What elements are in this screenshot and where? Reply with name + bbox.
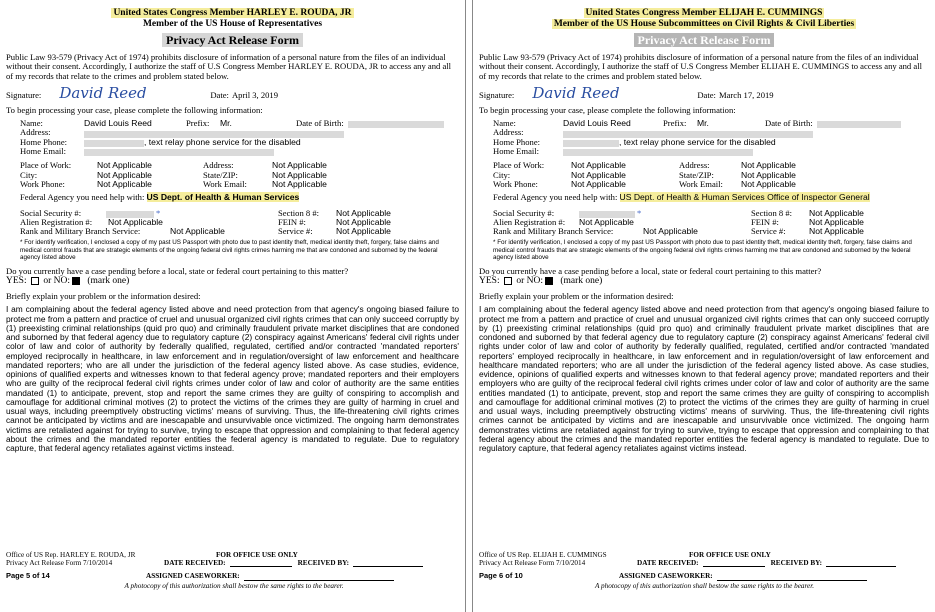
no-checkbox[interactable]: [545, 277, 553, 285]
work-address-label: Address:: [203, 160, 234, 171]
agency-row: [20, 193, 459, 202]
work-phone-value: Not Applicable: [97, 178, 152, 189]
fein-label: FEIN #:: [751, 216, 779, 227]
signature: David Reed: [532, 83, 620, 102]
work-address-value: Not Applicable: [272, 160, 327, 171]
date-value: March 17, 2019: [718, 89, 774, 100]
city-label: City:: [493, 169, 511, 180]
date-received-line: [703, 566, 765, 567]
redacted-phone: [563, 140, 619, 147]
work-email-label: Work Email:: [679, 178, 723, 189]
header-line1: United States Congress Member HARLEY E. ROUDA, JR: [113, 8, 352, 18]
caseworker-line: [244, 580, 394, 581]
address-label: Address:: [493, 127, 524, 138]
office-line1: Office of US Rep. ELIJAH E. CUMMINGS: [479, 551, 607, 559]
fein-value: Not Applicable: [809, 216, 864, 227]
date-value: April 3, 2019: [231, 89, 279, 100]
form-title: Privacy Act Release Form: [479, 33, 929, 48]
header-line2: Member of the US House Subcommittees on Civil Rights & Civil Liberties: [553, 19, 855, 29]
date-label: Date:: [697, 89, 716, 100]
section8-label: Section 8 #:: [751, 207, 793, 218]
mark-one: (mark one): [87, 276, 130, 287]
briefly-label: Briefly explain your problem or the information desired:: [6, 291, 201, 302]
work-info: [493, 161, 929, 189]
home-phone-label: Home Phone:: [493, 136, 541, 147]
home-email-label: Home Email:: [493, 146, 540, 157]
place-of-work-label: Place of Work:: [493, 160, 545, 171]
form-title: Privacy Act Release Form: [6, 33, 459, 48]
name-label: Name:: [493, 118, 516, 129]
rank-value: Not Applicable: [643, 226, 698, 237]
fein-label: FEIN #:: [278, 216, 306, 227]
state-zip-value: Not Applicable: [741, 169, 796, 180]
section8-value: Not Applicable: [336, 207, 391, 218]
redacted-dob: [817, 121, 901, 128]
alien-value: Not Applicable: [108, 216, 163, 227]
agency-value: US Dept. of Health & Human Services: [146, 192, 300, 203]
service-label: Service #:: [278, 226, 313, 237]
photocopy-note: A photocopy of this authorization shall bestow the same rights to the bearer.: [124, 581, 344, 590]
signature-row: [479, 83, 929, 102]
signature-row: [6, 83, 459, 102]
office-use: FOR OFFICE USE ONLY: [216, 551, 298, 559]
page-label: Page 5 of 14: [6, 571, 50, 581]
yes-label: YES:: [6, 276, 27, 287]
caseworker-line: [717, 580, 867, 581]
pending-answer: [6, 276, 459, 287]
narrative: I am complaining about the federal agency listed above and need protection from that agency's ongoing biased failure to protect me from a pattern and practice of cruel and unusual organized civil rights crimes that can only succeed corruptly by (1) preexisting criminal relationships (quid pro quo) and criminally fraudulent private market disciplines that are condoned and suborned by that federal agency due to regulatory capture (2) conspiracy against Americans' federal civil rights under color of law and color of authority by federally qualified, regulated, certified and/or contracted 'mandated reporters' employed reciprocally in healthcare, in law enforcement and in regulation/oversight of law enforcement and healthcare mandated reporters; who are all under the jurisdiction of the federal agency listed above. As case studies, evidence, opinions of qualified experts and witnesses known to that federal agency prove; mandated reporters and their employers who are guilty of the reciprocal federal civil rights crimes under color of law and color of authority are the same entities mandated (1) to anticipate, prevent, stop and report the same crimes they are guilty of conspiring to accomplish and camouflage for additional criminal motives (2) to protect the victims of the crimes they are guilty of harming in cruel and usual ways, including preemptively obstructing victims' means of surviving. Thus, the life-threatening civil rights crimes cannot be anticipated by victims and are inescapable and unsurvivable once victimized. The ongoing harm demonstrates victims are retaliated against for trying to survive, trying to escape that oppression and complaining to that federal agency about the crimes and the mandated reporter entities the federal agency is mandated to regulate. Due to regulatory capture, that federal agency retaliates against victims instead.: [479, 304, 929, 454]
redacted-email: [563, 149, 753, 156]
alien-label: Alien Registration #:: [493, 216, 566, 227]
work-email-value: Not Applicable: [272, 178, 327, 189]
prefix-label: Prefix:: [663, 118, 687, 129]
service-label: Service #:: [751, 226, 786, 237]
received-by-line: [826, 566, 896, 567]
id-note: * For identify verification, I enclosed a copy of my past US Passport with photo due to past identity theft, medical identity theft, forgery, false claims and medical control frauds that are strategic elements of the ongoing federal civil rights crimes harming me that are condoned and suborned by the federal agency listed above: [20, 239, 439, 261]
work-email-label: Work Email:: [203, 178, 247, 189]
dob-label: Date of Birth:: [765, 118, 813, 129]
form-footer: [479, 551, 930, 590]
city-value: Not Applicable: [97, 169, 152, 180]
place-of-work-value: Not Applicable: [97, 160, 152, 171]
signature-label: Signature:: [479, 89, 515, 100]
ssn-label: Social Security #:: [493, 207, 555, 218]
id-note: * For identify verification, I enclosed a copy of my past US Passport with photo due to past identity theft, medical identity theft, forgery, false claims and medical control frauds that are strategic elements of the ongoing federal civil rights crimes harming me that are condoned and suborned by the federal agency listed above: [493, 239, 912, 261]
id-info: [493, 209, 929, 237]
name-value: David Louis Reed: [563, 118, 631, 129]
id-info: [20, 209, 459, 237]
caseworker-label: ASSIGNED CASEWORKER:: [146, 572, 240, 581]
date-received-label: DATE RECEIVED:: [164, 559, 226, 568]
begin-text: To begin processing your case, please complete the following information:: [6, 104, 263, 115]
work-phone-value: Not Applicable: [571, 178, 626, 189]
redacted-dob: [348, 121, 444, 128]
form-footer: [6, 551, 462, 590]
ssn-star: *: [637, 207, 642, 218]
work-info: [20, 161, 459, 189]
fein-value: Not Applicable: [336, 216, 391, 227]
agency-label: Federal Agency you need help with:: [20, 192, 145, 203]
yes-label: YES:: [479, 276, 500, 287]
city-label: City:: [20, 169, 38, 180]
section8-label: Section 8 #:: [278, 207, 320, 218]
section8-value: Not Applicable: [809, 207, 864, 218]
date-label: Date:: [210, 89, 229, 100]
no-label: or NO:: [43, 276, 70, 287]
signature-label: Signature:: [6, 89, 42, 100]
home-phone-note: , text relay phone service for the disabled: [619, 136, 776, 147]
prefix-label: Prefix:: [186, 118, 210, 129]
redacted-phone: [84, 140, 144, 147]
rank-label: Rank and Military Branch Service:: [20, 226, 141, 237]
mark-one: (mark one): [560, 276, 603, 287]
work-phone-label: Work Phone:: [493, 178, 538, 189]
prefix-value: Mr.: [220, 118, 232, 129]
alien-value: Not Applicable: [579, 216, 634, 227]
caseworker-label: ASSIGNED CASEWORKER:: [619, 572, 713, 581]
state-zip-label: State/ZIP:: [203, 169, 238, 180]
header-line2: Member of the US House of Representatives: [142, 19, 323, 29]
personal-info: [493, 119, 929, 156]
place-of-work-value: Not Applicable: [571, 160, 626, 171]
received-by-line: [353, 566, 423, 567]
office-line2: Privacy Act Release Form 7/10/2014: [6, 559, 113, 568]
header-line1: United States Congress Member ELIJAH E. CUMMINGS: [585, 8, 823, 18]
home-email-label: Home Email:: [20, 146, 67, 157]
pending-answer: [479, 276, 929, 287]
state-zip-label: State/ZIP:: [679, 169, 714, 180]
service-value: Not Applicable: [336, 226, 391, 237]
office-line1: Office of US Rep. HARLEY E. ROUDA, JR: [6, 551, 136, 559]
redacted-email: [84, 149, 274, 156]
form-cummings: [472, 0, 935, 612]
agency-value: US Dept. of Health & Human Services Office of Inspector General: [619, 192, 870, 203]
narrative: I am complaining about the federal agency listed above and need protection from that agency's ongoing biased failure to protect me from a pattern and practice of cruel and unusual organized civil rights crimes that can only succeed corruptly by (1) preexisting criminal relationships (quid pro quo) and criminally fraudulent private market disciplines that are condoned and suborned by that federal agency due to regulatory capture (2) conspiracy against Americans' federal civil rights under color of law and color of authority by federally qualified, regulated, certified and/or contracted 'mandated reporters' employed reciprocally in healthcare, in law enforcement and in regulation/oversight of law enforcement and healthcare mandated reporters; who are all under the jurisdiction of the federal agency listed above. As case studies, evidence, opinions of qualified experts and witnesses known to that federal agency prove; mandated reporters and their employers who are guilty of the reciprocal federal civil rights crimes under color of law and color of authority are the same entities mandated (1) to anticipate, prevent, stop and report the same crimes they are guilty of conspiring to accomplish and camouflage for additional criminal motives (2) to protect the victims of the crimes they are guilty of harming in cruel and usual ways, including preemptively obstructing victims' means of surviving. Thus, the life-threatening civil rights crimes cannot be anticipated by victims and are inescapable and unsurvivable once victimized. The ongoing harm demonstrates victims are retaliated against for trying to survive, trying to escape that oppression and complaining to that federal agency about the crimes and the mandated reporter entities the federal agency is mandated to regulate. Due to regulatory capture, that federal agency retaliates against victims instead.: [6, 304, 459, 454]
city-value: Not Applicable: [571, 169, 626, 180]
law-text: Public Law 93-579 (Privacy Act of 1974) prohibits disclosure of information of a personal nature from the files of an individual without their consent. Accordingly, I authorize the staff of U.S Congress Member HARLEY E. ROUDA, JR to access any and all of my records that relate to the crimes and problem stated below.: [6, 52, 452, 81]
yes-checkbox[interactable]: [31, 277, 39, 285]
personal-info: [20, 119, 459, 156]
agency-label: Federal Agency you need help with:: [493, 192, 618, 203]
work-address-label: Address:: [679, 160, 710, 171]
photocopy-note: A photocopy of this authorization shall bestow the same rights to the bearer.: [594, 581, 814, 590]
office-use: FOR OFFICE USE ONLY: [689, 551, 771, 559]
received-by-label: RECEIVED BY:: [770, 559, 823, 568]
home-phone-note: , text relay phone service for the disabled: [144, 136, 301, 147]
yes-checkbox[interactable]: [504, 277, 512, 285]
state-zip-value: Not Applicable: [272, 169, 327, 180]
agency-row: [493, 193, 929, 202]
dob-label: Date of Birth:: [296, 118, 344, 129]
prefix-value: Mr.: [697, 118, 709, 129]
work-email-value: Not Applicable: [741, 178, 796, 189]
rank-label: Rank and Military Branch Service:: [493, 226, 614, 237]
place-of-work-label: Place of Work:: [20, 160, 72, 171]
work-address-value: Not Applicable: [741, 160, 796, 171]
name-label: Name:: [20, 118, 43, 129]
ssn-star: *: [156, 207, 161, 218]
received-by-label: RECEIVED BY:: [297, 559, 350, 568]
page-label: Page 6 of 10: [479, 571, 523, 581]
pending-question: Do you currently have a case pending before a local, state or federal court pertaining to this matter?: [479, 265, 822, 276]
law-text: Public Law 93-579 (Privacy Act of 1974) prohibits disclosure of information of a personal nature from the files of an individual without their consent. Accordingly, I authorize the staff of U.S Congress Member ELIJAH E. CUMMINGS to access any and all of my records that relate to the crimes and problem stated below.: [479, 52, 922, 81]
signature: David Reed: [59, 83, 147, 102]
pending-question: Do you currently have a case pending before a local, state or federal court pertaining to this matter?: [6, 265, 349, 276]
no-label: or NO:: [516, 276, 543, 287]
home-phone-label: Home Phone:: [20, 136, 68, 147]
briefly-label: Briefly explain your problem or the information desired:: [479, 291, 674, 302]
form-header: [479, 8, 929, 30]
begin-text: To begin processing your case, please complete the following information:: [479, 104, 736, 115]
address-label: Address:: [20, 127, 51, 138]
date-received-label: DATE RECEIVED:: [637, 559, 699, 568]
ssn-label: Social Security #:: [20, 207, 82, 218]
form-header: [6, 8, 459, 30]
office-line2: Privacy Act Release Form 7/10/2014: [479, 559, 586, 568]
date-received-line: [230, 566, 292, 567]
form-rouda: [0, 0, 466, 612]
rank-value: Not Applicable: [170, 226, 225, 237]
name-value: David Louis Reed: [84, 118, 152, 129]
no-checkbox[interactable]: [72, 277, 80, 285]
service-value: Not Applicable: [809, 226, 864, 237]
alien-label: Alien Registration #:: [20, 216, 93, 227]
work-phone-label: Work Phone:: [20, 178, 65, 189]
